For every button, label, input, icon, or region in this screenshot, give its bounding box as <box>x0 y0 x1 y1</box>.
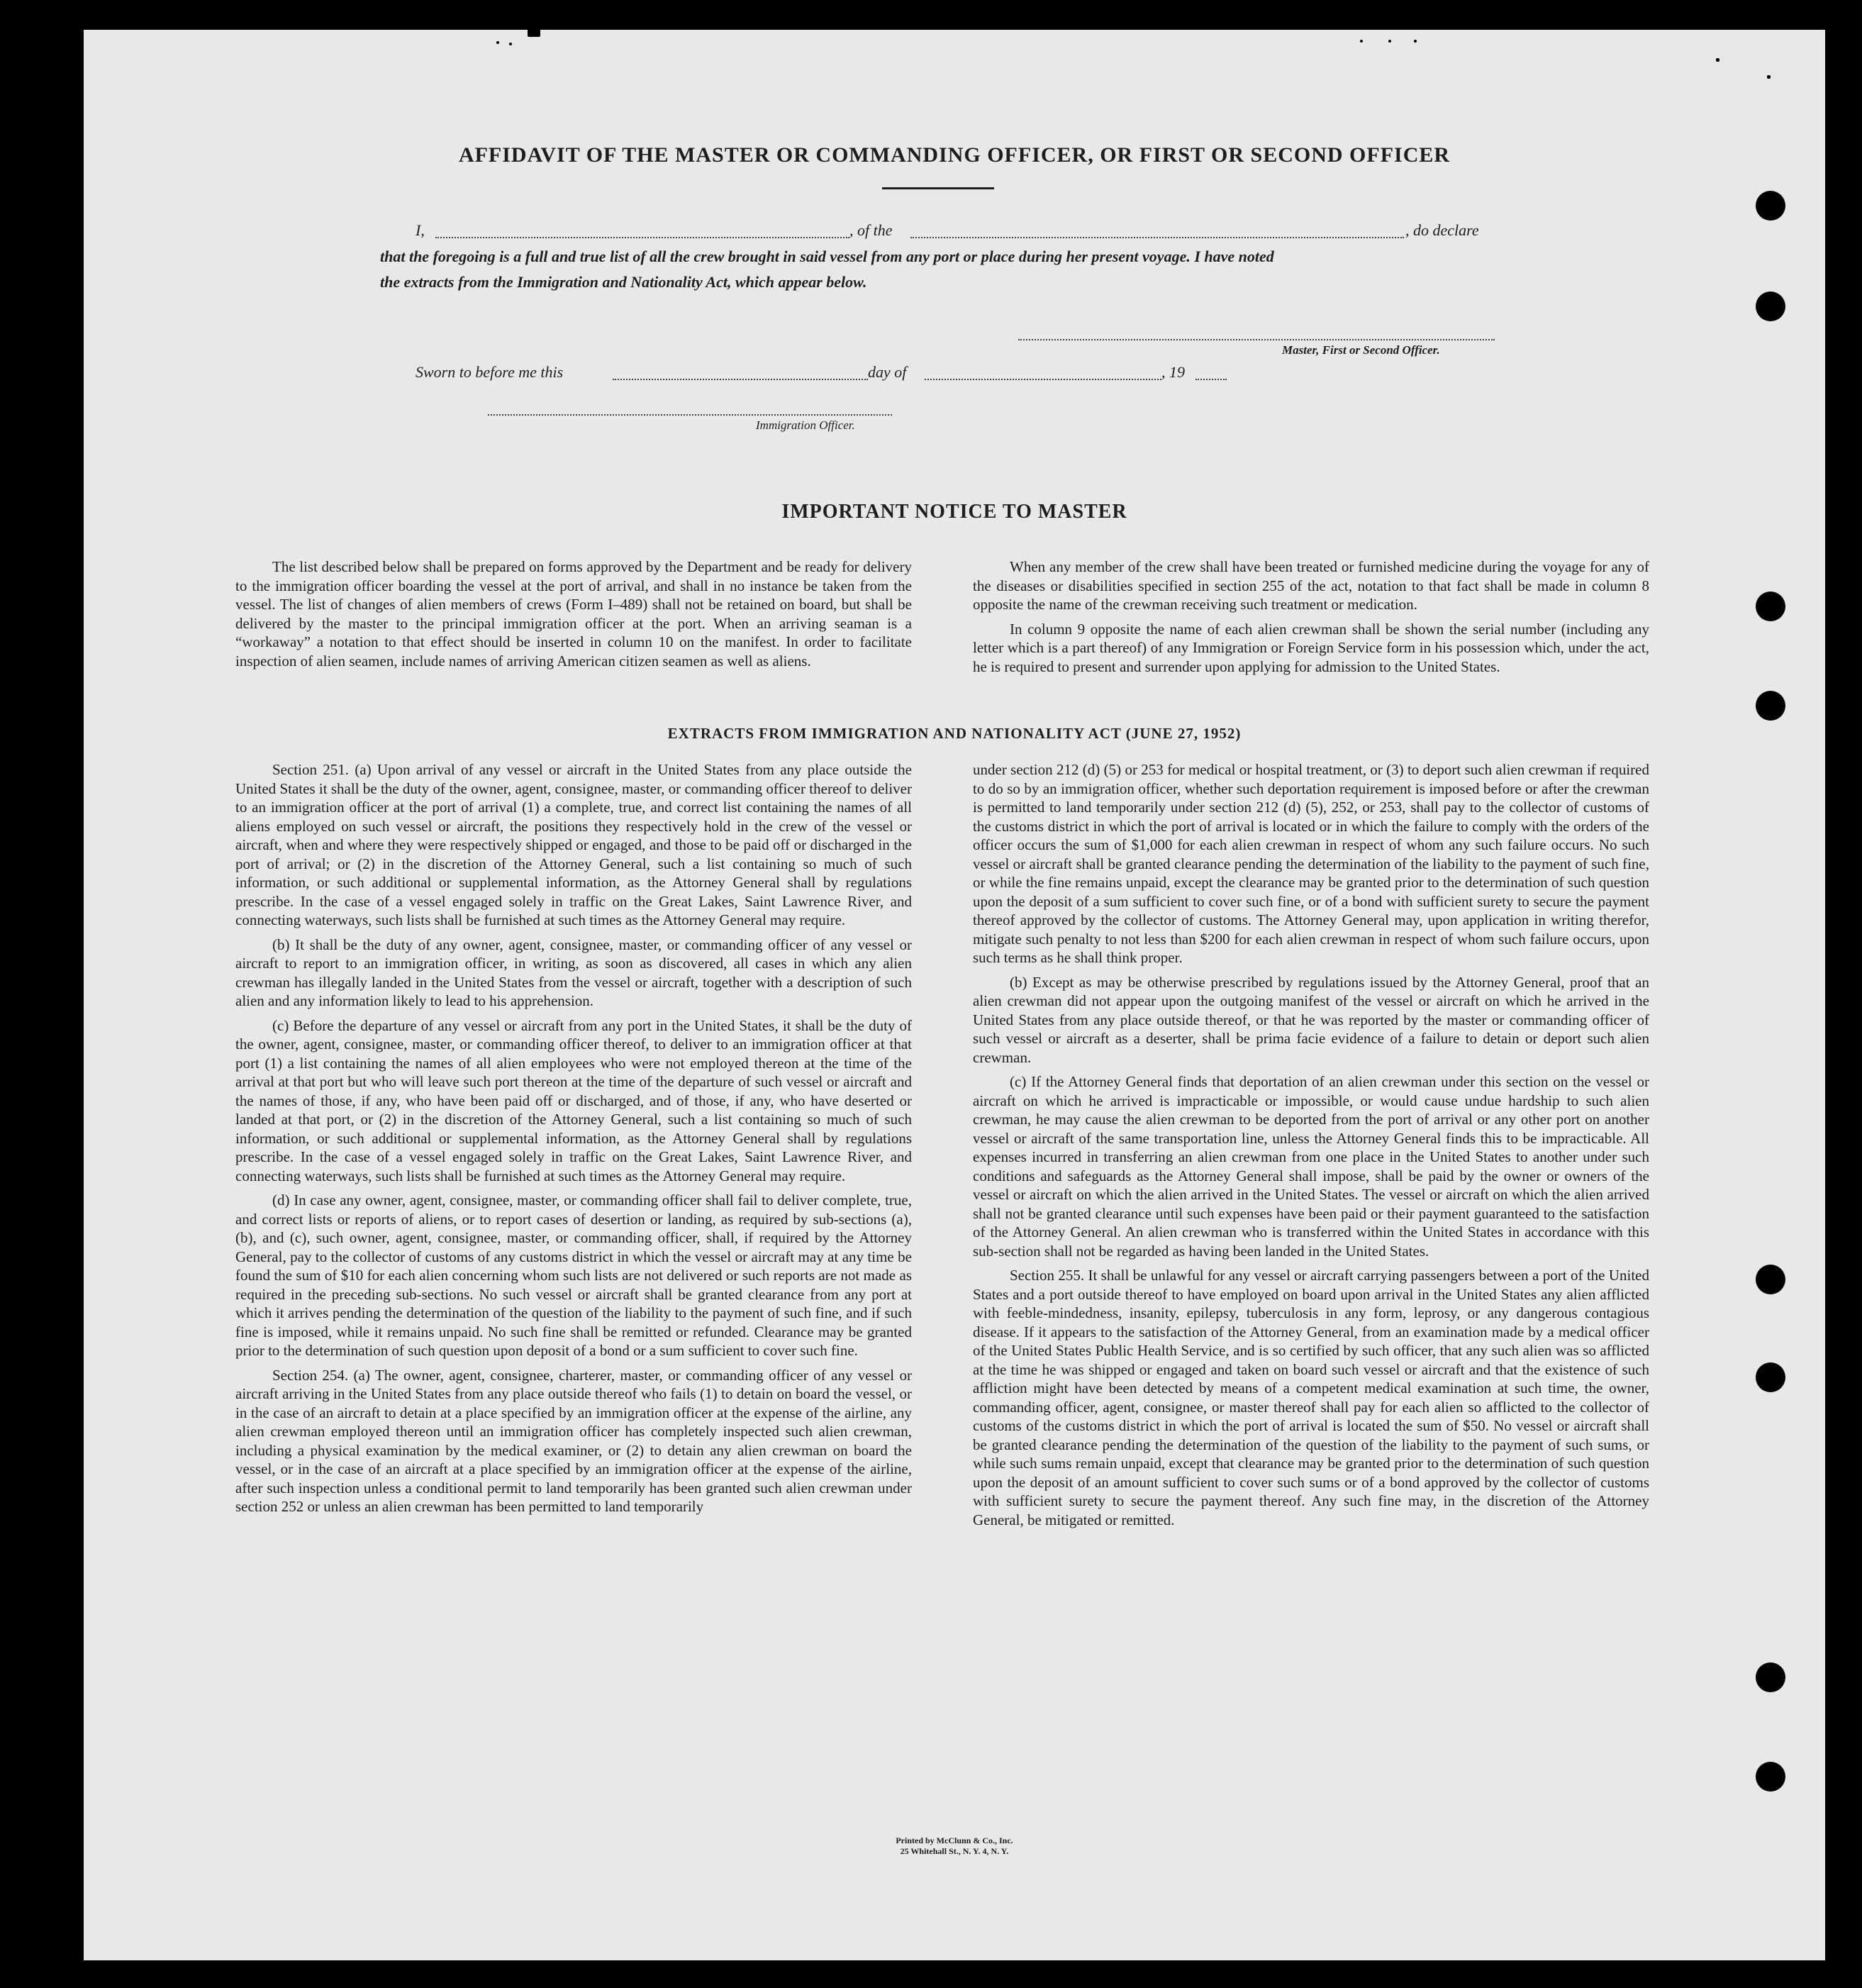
extract-paragraph: (c) If the Attorney General finds that deportation of an alien crewman under this section on the vessel or aircraft on which he arrived is impracticable or impossible, or would cause undue hardship to such alien crewman, he may cause the alien crewman to be deported from the port of arrival or any other port on another vessel or aircraft of the same transportation line, unless the Attorney General finds this to be impracticable. All expenses incurred in transferring an alien crewman from one place in the United States to another under such conditions and safeguards as the Attorney General shall impose, shall be paid by the owner or owners of the vessel or aircraft on which the alien arrived in the United States. The vessel or aircraft on which the alien arrived shall not be granted clearance until such expenses have been paid or their payment guaranteed to the satisfaction of the Attorney General. An alien crewman who is transferred within the United States in accordance with this sub-section shall not be regarded as having been landed in the United States. <box>973 1073 1649 1260</box>
notice-right-paragraph: In column 9 opposite the name of each alien crewman shall be shown the serial number (including any letter which is a part thereof) of any Immigration or Foreign Service form in his possession which, under the act, he is required to present and surrender upon applying for admission to the United States. <box>973 620 1649 675</box>
scan-speck <box>1716 58 1719 62</box>
scan-speck <box>1388 40 1391 43</box>
punch-hole <box>1756 691 1785 721</box>
year-blank <box>1195 379 1227 380</box>
punch-hole <box>1756 1662 1785 1692</box>
title-rule <box>882 187 994 189</box>
affidavit-declare: , do declare <box>1405 221 1479 239</box>
extracts-right-column <box>973 760 1649 1535</box>
day-of-label: day of <box>868 363 907 381</box>
extract-paragraph: Section 251. (a) Upon arrival of any vessel or aircraft in the United States from any place outside the United States it shall be the duty of the owner, agent, consignee, master, or commanding officer thereof to deliver to an immigration officer at the port of arrival (1) a complete, true, and correct list containing the names of all aliens employed on such vessel or aircraft, the positions they respectively hold in the crew of the vessel or aircraft, when and where they were respectively shipped or engaged, and those to be paid off or discharged in the port of arrival; or (2) in the discretion of the Attorney General, such a list containing so much of such information, or such additional or supplemental information, as the Attorney General shall by regulations prescribe. In the case of a vessel engaged solely in traffic on the Great Lakes, Saint Lawrence River, and connecting waterways, such lists shall be furnished at such times as the Attorney General may require. <box>235 761 912 928</box>
scan-speck <box>1414 40 1417 43</box>
extract-paragraph: Section 255. It shall be unlawful for any vessel or aircraft carrying passengers between a port of the United States and a port outside thereof to have employed on board upon arrival in the United States any alien afflicted with feeble-mindedness, insanity, epilepsy, tuberculosis in any form, leprosy, or any dangerous contagious disease. If it appears to the satisfaction of the Attorney General, from an examination made by a medical officer of the United States Public Health Service, and is so certified by such officer, that any such alien was so afflicted at the time he was shipped or engaged and taken on board such vessel or aircraft and that the existence of such affliction might have been detected by means of a competent medical examination at such time, the owner, commanding officer, agent, consignee, or master thereof shall pay for each alien so afflicted to the collector of customs of the customs district in which the port of arrival is located the sum of $50. No vessel or aircraft shall be granted clearance pending the determination of the question of the liability to the payment of such sums, or while such sums remain unpaid, except that clearance may be granted prior to the determination of such question upon the deposit of an amount sufficient to cover such sums or of a bond approved by the collector of customs with sufficient surety to secure the payment thereof. Any such fine may, in the discretion of the Attorney General, be mitigated or remitted. <box>973 1267 1649 1528</box>
punch-hole <box>1756 291 1785 321</box>
notice-title: IMPORTANT NOTICE TO MASTER <box>781 501 1127 523</box>
extract-paragraph: (b) Except as may be otherwise prescribed by regulations issued by the Attorney General, proof that an alien crewman did not appear upon the outgoing manifest of the vessel or aircraft on which he arrived in the United States from any place outside thereof, or that he was reported by the master or commanding officer of such vessel or aircraft as a deserter, shall be prima facie evidence of a failure to detain or deport such alien crewman. <box>973 973 1649 1066</box>
master-signature-label: Master, First or Second Officer. <box>1282 343 1440 357</box>
document-sheet <box>84 30 1825 1960</box>
printer-imprint <box>84 1836 1825 1857</box>
officer-signature-label: Immigration Officer. <box>756 418 855 432</box>
affidavit-title: AFFIDAVIT OF THE MASTER OR COMMANDING OFFICER, OR FIRST OR SECOND OFFICER <box>458 143 1451 167</box>
sworn-label: Sworn to before me this <box>416 363 564 381</box>
notice-left-paragraph: The list described below shall be prepared on forms approved by the Department and be ready for delivery to the immigration officer boarding the vessel at the port of arrival, and shall in no instance be taken from the vessel. The list of changes of alien members of crews (Form I–489) shall not be retained on board, but shall be delivered by the master to the principal immigration officer at the port. When an arriving seaman is a “workaway” a notation to that effect should be inserted in column 10 on the manifest. In order to facilitate inspection of alien seamen, include names of arriving American citizen seamen as well as aliens. <box>235 558 912 670</box>
punch-hole <box>1756 1362 1785 1392</box>
scan-speck <box>528 27 540 37</box>
scan-speck <box>509 43 512 45</box>
punch-hole <box>1756 191 1785 221</box>
extract-paragraph: (b) It shall be the duty of any owner, agent, consignee, master, or commanding officer of any vessel or aircraft to report to an immigration officer, in writing, as soon as discovered, all cases in which any alien crewman has illegally landed in the United States from the vessel or aircraft, together with a description of such alien and any information likely to lead to his apprehension. <box>235 935 912 1009</box>
extracts-left-column <box>235 760 912 1522</box>
notice-right-paragraph: When any member of the crew shall have been treated or furnished medicine during the voyage for any of the diseases or disabilities specified in section 255 of the act, notation to that fact shall be made in column 8 opposite the name of the crewman receiving such treatment or medication. <box>973 558 1649 613</box>
year-label: , 19 <box>1161 363 1185 381</box>
affidavit-statement-2: that the foregoing is a full and true list of all the crew brought in said vessel from any port or place during her present voyage. I have noted <box>380 248 1274 265</box>
scan-speck <box>496 41 499 44</box>
extract-paragraph: under section 212 (d) (5) or 253 for medical or hospital treatment, or (3) to deport such alien crewman if required to do so by an immigration officer, whether such deportation requirement is imposed before or after the crewman is permitted to land temporarily under section 212 (d) (5), 252, or 253, shall pay to the collector of customs of the customs district in which the port of arrival is located or in which the failure to comply with the orders of the officer occurs the sum of $1,000 for each alien crewman in respect of whom any such failure occurs. No such vessel or aircraft shall be granted clearance pending the determination of the liability to the payment of such fine, or while the fine remains unpaid, except the clearance may be granted prior to the determination of such question upon the deposit of a sum sufficient to cover such fine, or of a bond with sufficient surety to secure the payment thereof approved by the collector of customs. The Attorney General may, upon application in writing therefor, mitigate such penalty to not less than $200 for each alien crewman in respect of whom such failure occurs, upon such terms as he shall think proper. <box>973 761 1649 966</box>
affidavit-of-the: , of the <box>849 221 893 239</box>
sworn-day-blank <box>613 379 868 380</box>
scan-speck <box>1360 40 1363 43</box>
officer-signature-line <box>488 414 892 416</box>
extracts-title: EXTRACTS FROM IMMIGRATION AND NATIONALITY ACT (JUNE 27, 1952) <box>667 725 1242 742</box>
notice-left-column <box>235 557 912 676</box>
extract-paragraph: (c) Before the departure of any vessel or aircraft from any port in the United States, it shall be the duty of the owner, agent, consignee, master, or commanding officer thereof, to deliver to an immigration officer at that port (1) a list containing the names of all alien employees who were not employed thereon at the time of the arrival at that port but who will leave such port thereon at the time of the departure of such vessel or aircraft and the names of those, if any, who have been paid off or discharged, and of those, if any, who have deserted or landed at that port, or (2) in the discretion of the Attorney General, such a list containing so much of such information, or such additional or supplemental information, as the Attorney General shall by regulations prescribe. In the case of a vessel engaged solely in traffic on the Great Lakes, Saint Lawrence River, and connecting waterways, such lists shall be furnished at such times as the Attorney General may require. <box>235 1016 912 1184</box>
vessel-blank <box>910 237 1404 238</box>
master-signature-line <box>1018 339 1495 340</box>
name-blank <box>435 237 849 238</box>
extract-paragraph: Section 254. (a) The owner, agent, consignee, charterer, master, or commanding officer of any vessel or aircraft arriving in the United States from any place outside thereof who fails (1) to detain on board the vessel, or in the case of an aircraft to detain at a place specified by an immigration officer at the expense of the airline, any alien crewman employed thereon until an immigration officer has completely inspected such alien crewman, including a physical examination by the medical examiner, or (2) to detain any alien crewman on board the vessel, or in the case of an aircraft at a place specified by an immigration officer at the expense of the airline, after such inspection unless a conditional permit to land temporarily has been granted such alien crewman under section 252 or unless an alien crewman has been permitted to land temporarily <box>235 1366 912 1515</box>
printer-line-2: 25 Whitehall St., N. Y. 4, N. Y. <box>900 1846 1009 1856</box>
punch-hole <box>1756 1265 1785 1294</box>
punch-hole <box>1756 1762 1785 1792</box>
affidavit-statement-3: the extracts from the Immigration and Nationality Act, which appear below. <box>380 273 867 291</box>
punch-hole <box>1756 592 1785 621</box>
scan-speck <box>1767 75 1771 79</box>
notice-right-column <box>973 557 1649 682</box>
month-blank <box>925 379 1161 380</box>
printer-line-1: Printed by McClunn & Co., Inc. <box>896 1836 1013 1845</box>
affidavit-i: I, <box>416 221 425 239</box>
extract-paragraph: (d) In case any owner, agent, consignee, master, or commanding officer shall fail to deliver complete, true, and correct lists or reports of aliens, or to report cases of desertion or landing, as required by sub-sections (a), (b), and (c), such owner, agent, consignee, master, or commanding officer, shall, if required by the Attorney General, pay to the collector of customs of any customs district in which the vessel or aircraft may at any time be found the sum of $10 for each alien concerning whom such lists are not delivered or such reports are not made as required in the preceding sub-sections. No such vessel or aircraft shall be granted clearance from any port at which it arrives pending the determination of the question of the liability to the payment of such fine, and if such fine is imposed, while it remains unpaid. No such fine shall be remitted or refunded. Clearance may be granted prior to the determination of such question upon deposit of a bond or a sum sufficient to cover such fine. <box>235 1192 912 1359</box>
